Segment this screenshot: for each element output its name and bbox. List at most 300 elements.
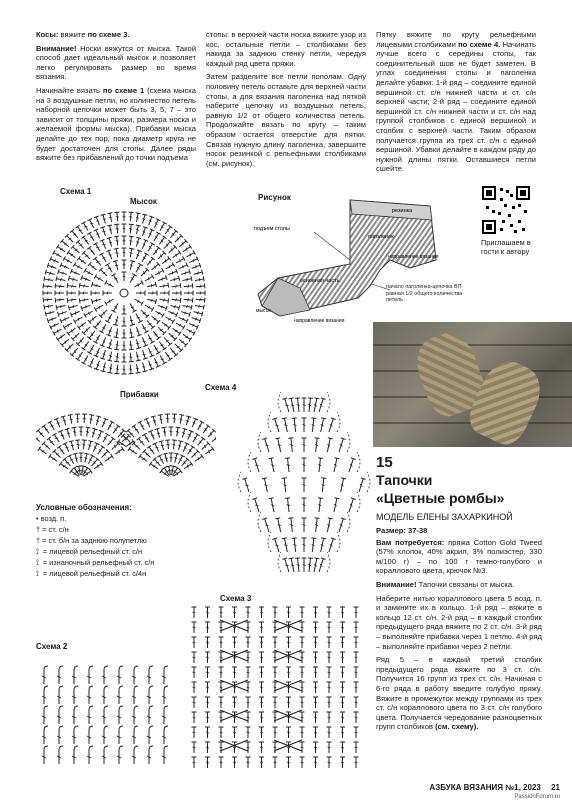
stitch-symbol (302, 518, 307, 532)
stitch-symbol (151, 330, 160, 340)
stitch-symbol (145, 319, 155, 329)
stitch-symbol (99, 308, 109, 318)
stitch-symbol (164, 262, 174, 271)
stitch-symbol (194, 303, 204, 309)
pattern-title-2: «Цветные ромбы» (376, 490, 505, 506)
stitch-symbol (45, 309, 55, 316)
stitch-symbol (171, 440, 177, 449)
stitch-symbol (246, 607, 251, 618)
stitch-symbol (252, 458, 261, 473)
stitch-symbol (60, 337, 70, 347)
stitch-symbol (196, 283, 205, 289)
stitch-symbol (313, 682, 318, 693)
rib-stitch (104, 666, 108, 684)
stitch-symbol (150, 262, 160, 272)
stitch-symbol (320, 478, 326, 492)
scheme2-title: Схема 2 (36, 642, 68, 651)
rib-stitch (44, 706, 48, 724)
stitch-symbol (340, 757, 345, 768)
stitch-symbol (58, 430, 66, 440)
rib-stitch (59, 666, 63, 684)
stitch-symbol (246, 727, 251, 738)
stitch-symbol (337, 438, 346, 453)
stitch-symbol (58, 269, 68, 277)
stitch-symbol (50, 321, 60, 329)
stitch-symbol (55, 283, 64, 289)
rib-stitch (119, 666, 123, 684)
stitch-symbol (148, 430, 156, 440)
stitch-symbol (215, 439, 216, 448)
stitch-symbol (113, 316, 120, 326)
materials-paragraph: Вам потребуется: пряжа Cotton Gold Tweed (57% хлопок, 40% акрил, 3% полиэстер, 330 м/100 г) – по 100 г темно-голубого и кораллового цвета, крючок №3. (376, 537, 542, 576)
stitch-symbol (168, 229, 178, 239)
stitch-symbol (205, 682, 210, 693)
stitch-symbol (128, 212, 134, 221)
stitch-symbol (136, 291, 145, 296)
stitch-symbol (176, 441, 183, 451)
stitch-symbol (288, 518, 294, 532)
stitch-symbol (232, 682, 237, 693)
stitch-symbol (286, 607, 291, 618)
stitch-symbol (161, 320, 171, 329)
stitch-symbol (107, 363, 113, 373)
stitch-symbol (73, 262, 83, 271)
qr-code[interactable] (482, 186, 530, 234)
stitch-symbol (88, 262, 98, 272)
stitch-symbol (191, 315, 201, 323)
stitch-symbol (313, 622, 318, 633)
stitch-symbol (196, 437, 206, 447)
stitch-symbol (100, 336, 108, 346)
stitch-symbol (128, 274, 137, 284)
turning-chain (337, 532, 340, 552)
stitch-symbol (94, 303, 104, 312)
stitch-symbol (81, 275, 91, 283)
stitch-symbol (128, 365, 134, 374)
stitch-symbol (158, 414, 164, 424)
stitch-symbol (47, 263, 57, 271)
stitch-symbol (70, 347, 80, 357)
stitch-symbol (178, 239, 188, 249)
stitch-symbol (94, 216, 102, 226)
stitch-symbol (259, 622, 264, 633)
stitch-symbol (300, 667, 305, 678)
stitch-symbol (53, 250, 63, 259)
rib-stitch (149, 706, 153, 724)
stitch-symbol (156, 251, 166, 261)
stitch-symbol (48, 454, 58, 463)
legend (36, 502, 236, 579)
stitch-symbol (82, 453, 89, 463)
rib-stitch (164, 726, 168, 744)
stitch-symbol (175, 256, 185, 265)
stitch-symbol (81, 236, 90, 246)
stitch-symbol (91, 297, 101, 304)
stitch-symbol (144, 303, 154, 312)
stitch-symbol (128, 328, 134, 338)
qr-caption: Приглашаем в гости к автору (481, 238, 531, 256)
stitch-symbol (310, 538, 316, 552)
stitch-symbol (313, 652, 318, 663)
stitch-symbol (192, 757, 197, 768)
stitch-symbol (133, 297, 143, 306)
stitch-symbol (192, 742, 197, 753)
rib-stitch (44, 686, 48, 704)
stitch-symbol (162, 427, 168, 437)
stitch-symbol (79, 297, 89, 303)
heel-diagram (236, 392, 372, 582)
stitch-symbol (44, 303, 54, 309)
stitch-symbol (246, 682, 251, 693)
stitch-symbol (148, 291, 157, 296)
stitch-symbol (300, 682, 305, 693)
stitch-symbol (152, 219, 160, 229)
rib-stitch (104, 726, 108, 744)
stitch-symbol (173, 342, 183, 352)
stitch-symbol (285, 498, 291, 512)
stitch-symbol (219, 697, 224, 708)
stitch-symbol (122, 260, 127, 269)
rib-stitch (89, 706, 93, 724)
stitch-symbol (252, 498, 261, 513)
stitch-symbol (273, 682, 278, 693)
stitch-symbol (286, 652, 291, 663)
stitch-symbol (87, 246, 96, 256)
stitch-symbol (128, 260, 135, 270)
stitch-symbol (183, 297, 192, 303)
stitch-symbol (122, 365, 127, 374)
stitch-symbol (94, 360, 102, 370)
stitch-symbol (67, 297, 77, 303)
stitch-symbol (168, 347, 178, 357)
stitch-symbol (81, 222, 90, 232)
stitch-symbol (246, 622, 251, 633)
label-toe: мысок (256, 308, 271, 314)
stitch-symbol (159, 283, 169, 289)
stitch-symbol (100, 227, 108, 237)
stitch-symbol (113, 260, 120, 270)
stitch-symbol (313, 438, 319, 452)
page-footer (429, 783, 560, 792)
stitch-symbol (204, 447, 214, 456)
stitch-symbol (300, 742, 305, 753)
pattern-body (376, 526, 542, 736)
warning-paragraph: Внимание! Тапочки связаны от мыска. (376, 579, 515, 589)
stitch-symbol (88, 314, 98, 324)
legend-item-dc: † = ст. с/н (36, 525, 69, 534)
stitch-symbol (53, 327, 63, 336)
stitch-symbol (340, 697, 345, 708)
stitch-symbol (186, 430, 194, 440)
stitch-symbol (354, 757, 359, 768)
stitch-symbol (292, 418, 298, 432)
stitch-symbol (122, 341, 127, 350)
stitch-symbol (128, 316, 135, 326)
stitch-symbol (157, 236, 166, 246)
stitch-symbol (76, 336, 86, 346)
pattern-number: 15 (376, 454, 393, 471)
stitch-symbol (153, 443, 161, 453)
stitch-symbol (146, 229, 154, 239)
stitch-symbol (340, 637, 345, 648)
stitch-symbol (91, 443, 99, 453)
legend-item-sc-back: † = ст. б/н за заднюю полупетлю (36, 536, 147, 545)
stitch-symbol (219, 667, 224, 678)
stitch-symbol (56, 276, 66, 283)
stitch-symbol (232, 727, 237, 738)
watermark: PassionForum.ru (514, 794, 560, 800)
turning-chain (337, 412, 340, 432)
stitch-symbol (317, 458, 323, 472)
stitch-symbol (178, 337, 188, 347)
label-rib: резинка (392, 208, 413, 214)
stitch-symbol (114, 224, 120, 233)
stitch-symbol (68, 303, 78, 310)
stitch-symbol (140, 349, 148, 359)
stitch-symbol (38, 447, 48, 456)
stitch-symbol (289, 398, 297, 413)
stitch-symbol (128, 352, 134, 361)
stitch-symbol (180, 428, 187, 438)
stitch-symbol (295, 398, 301, 412)
attention-paragraph: Внимание! Носки вяжутся от мыска. Такой способ дает идеальный мысок и позволяет легко регулировать размер во время вязания. (36, 43, 196, 82)
turning-chain (268, 532, 271, 552)
stitch-symbol (317, 398, 326, 413)
sock-drawing (240, 198, 450, 328)
stitch-symbol (259, 757, 264, 768)
stitch-symbol (157, 340, 166, 350)
stitch-symbol (354, 622, 359, 633)
stitch-symbol (340, 667, 345, 678)
turning-chain (268, 412, 271, 432)
stitch-symbol (132, 441, 142, 451)
stitch-symbol (273, 622, 278, 633)
stitch-symbol (288, 438, 294, 452)
stitch-symbol (101, 362, 108, 372)
stitch-symbol (192, 697, 197, 708)
stitch-symbol (48, 421, 57, 431)
stitch-symbol (282, 538, 290, 553)
stitch-symbol (302, 558, 307, 572)
stitch-symbol (67, 326, 77, 335)
stitch-symbol (68, 414, 74, 424)
stitch-symbol (232, 652, 237, 663)
stitch-symbol (286, 712, 291, 723)
stitch-symbol (259, 607, 264, 618)
stitch-symbol (140, 336, 148, 346)
stitch-symbol (75, 351, 84, 361)
stitch-symbol (192, 712, 197, 723)
stitch-symbol (246, 757, 251, 768)
stitch-symbol (192, 727, 197, 738)
stitch-symbol (84, 427, 90, 437)
stitch-symbol (56, 332, 66, 341)
stitch-symbol (273, 757, 278, 768)
stitch-symbol (273, 697, 278, 708)
stitch-symbol (169, 453, 174, 462)
stitch-symbol (157, 275, 167, 283)
turning-chain (347, 512, 350, 532)
stitch-symbol (302, 538, 307, 552)
stitch-symbol (325, 518, 333, 533)
stitch-symbol (163, 351, 172, 361)
stitch-symbol (192, 667, 197, 678)
stitch-symbol (65, 342, 75, 352)
rib-stitch (74, 666, 78, 684)
rib-stitch (44, 666, 48, 684)
rib-stitch (89, 746, 93, 764)
stitch-symbol (151, 246, 160, 256)
stitch-symbol (286, 757, 291, 768)
row-5-paragraph: Ряд 5 – в каждый третий столбик предыдущего ряда вяжите по 3 ст. с/н. Получится 16 групп из трех ст. с/н. Начиная с 6-го ряда в работу введите голубую пряжу. Вяжите в промежуток между группами из трех ст. с/н кораллового цвета по 3 ст. с/н голубого цвета. Получается чередование разноцветных групп столбиков (см. схему). (376, 655, 542, 732)
size-line: Размер: 37-38 (376, 526, 428, 535)
stitch-symbol (327, 652, 332, 663)
stitch-symbol (192, 682, 197, 693)
stitch-symbol (105, 313, 114, 323)
stitch-symbol (81, 354, 90, 364)
stitch-symbol (114, 212, 120, 221)
rib-stitch (134, 726, 138, 744)
stitch-symbol (107, 339, 114, 349)
stitch-symbol (73, 315, 83, 324)
stitch-symbol (332, 498, 340, 513)
bpdc-symbol-icon: ⟟ (36, 558, 39, 567)
legend-item-fptr-row (36, 568, 236, 579)
stitch-symbol (151, 416, 158, 426)
stitch-symbol (114, 248, 120, 258)
rib-stitch (74, 686, 78, 704)
label-start-chain: начало паголенка-цепочка ВП равная 1/2 общего количества петель (386, 284, 463, 304)
stitch-symbol (178, 414, 184, 424)
stitch-symbol (318, 418, 326, 433)
stitch-symbol (327, 712, 332, 723)
stitch-symbol (259, 742, 264, 753)
rib-stitch (59, 706, 63, 724)
stitch-symbol (114, 236, 120, 246)
stitch-symbol (313, 727, 318, 738)
stitch-symbol (201, 424, 210, 434)
stitch-symbol (105, 280, 115, 289)
stitch-symbol (101, 214, 108, 224)
rib-stitch (59, 746, 63, 764)
stitch-symbol (171, 283, 181, 289)
stitch-symbol (122, 272, 127, 281)
turning-chain (357, 492, 360, 512)
fptr-symbol-icon: ⟟ (36, 569, 39, 578)
stitch-symbol (156, 325, 166, 335)
stitch-symbol (69, 441, 76, 451)
stitch-symbol (36, 439, 37, 448)
stitch-symbol (134, 363, 140, 373)
stitch-symbol (317, 498, 323, 512)
stitch-symbol (273, 727, 278, 738)
stitch-symbol (340, 742, 345, 753)
stitch-symbol (286, 667, 291, 678)
stitch-symbol (302, 418, 307, 432)
stitch-symbol (178, 315, 188, 323)
stitch-symbol (219, 682, 224, 693)
stitch-symbol (182, 244, 192, 253)
stitch-symbol (154, 309, 164, 318)
stitch-symbol (54, 418, 62, 428)
rib-stitch (134, 686, 138, 704)
stitch-symbol (144, 418, 152, 428)
stitch-symbol (327, 682, 332, 693)
stitch-symbol (155, 428, 162, 438)
stitch-symbol (205, 652, 210, 663)
stitch-symbol (282, 398, 291, 413)
stitch-symbol (273, 637, 278, 648)
label-leg: паголенок (368, 234, 394, 240)
stitch-symbol (193, 309, 203, 316)
stitch-symbol (338, 478, 346, 493)
stitch-symbol (146, 347, 154, 357)
stitch-symbol (152, 232, 161, 242)
stitch-symbol (172, 291, 181, 296)
toe-title: Мысок (130, 197, 157, 206)
stitch-symbol (289, 558, 297, 573)
stitch-symbol (87, 344, 96, 354)
stitch-symbol (105, 297, 115, 306)
stitch-symbol (232, 712, 237, 723)
scheme1-title: Схема 1 (60, 187, 92, 196)
stitch-symbol (103, 291, 112, 296)
stitch-symbol (81, 440, 87, 449)
stitch-symbol (114, 365, 120, 374)
stitch-symbol (55, 291, 64, 296)
stitch-symbol (157, 303, 167, 311)
stitch-symbol (185, 327, 195, 336)
stitch-symbol (133, 280, 143, 289)
stitch-symbol (282, 558, 291, 573)
slippers-photo (373, 322, 572, 447)
stitch-symbol (193, 454, 203, 463)
stitch-symbol (340, 622, 345, 633)
stitch-symbol (152, 357, 160, 367)
toe-diagram (36, 205, 216, 385)
stitch-symbol (159, 441, 166, 451)
qr-code-icon (482, 186, 530, 234)
stitch-symbol (43, 283, 52, 289)
stitch-symbol (354, 697, 359, 708)
stitch-symbol (340, 607, 345, 618)
stitch-symbol (88, 219, 96, 229)
stitch-symbol (354, 637, 359, 648)
stitch-symbol (134, 263, 143, 273)
stitch-symbol (150, 314, 160, 324)
stitch-symbol (354, 652, 359, 663)
stitch-symbol (219, 622, 224, 633)
stitch-symbol (110, 441, 120, 451)
increases-title: Прибавки (120, 390, 159, 399)
stitch-symbol (170, 303, 180, 310)
pattern-title-1: Тапочки (376, 472, 433, 488)
stitch-symbol (180, 309, 190, 317)
stitch-symbol (146, 333, 155, 343)
stitch-symbol (94, 229, 102, 239)
stitch-symbol (205, 727, 210, 738)
stitch-symbol (134, 313, 143, 323)
stitch-symbol (171, 326, 181, 335)
stitch-symbol (44, 276, 54, 282)
instep-paragraph: стопы: в верхней части носка вяжите узор из кос, остальные петли – столбиками без накида за заднюю стенку петли, чередуя каждый ряд цвета пряжи. (206, 30, 366, 68)
stitch-symbol (219, 652, 224, 663)
stitch-symbol (58, 309, 68, 317)
stitch-symbol (134, 326, 142, 336)
stitch-symbol (100, 349, 108, 359)
stitch-symbol (122, 353, 127, 362)
stitch-symbol (269, 498, 277, 513)
